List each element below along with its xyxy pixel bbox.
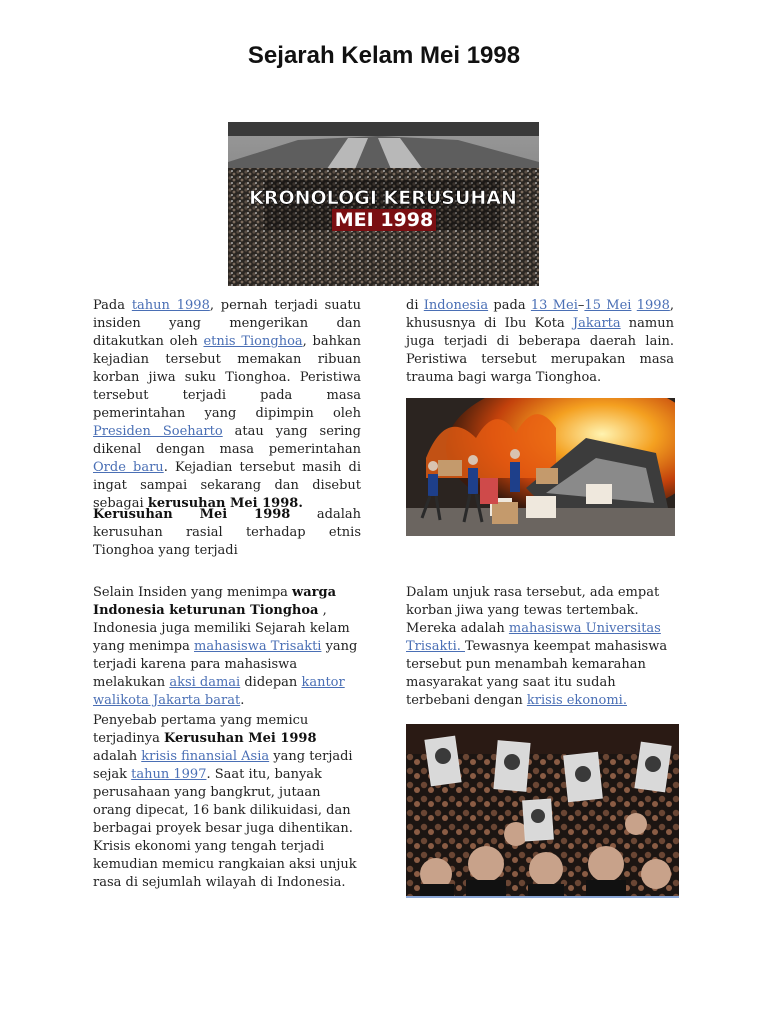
link-krisis-ekonomi[interactable]: krisis ekonomi. [526, 693, 627, 708]
riot-fire-image [406, 398, 675, 536]
link-orde-baru[interactable]: Orde baru [93, 460, 164, 475]
link-tahun-1997[interactable]: tahun 1997 [131, 767, 207, 782]
banner-line1: KRONOLOGI KERUSUHAN [249, 187, 517, 209]
link-mahasiswa-trisakti[interactable]: mahasiswa Trisakti [194, 639, 322, 654]
protest-illustration [406, 724, 679, 896]
link-tahun-1998[interactable]: tahun 1998 [131, 298, 210, 313]
page-title: Sejarah Kelam Mei 1998 [247, 42, 521, 69]
link-jakarta[interactable]: Jakarta [572, 316, 621, 331]
link-presiden-soeharto[interactable]: Presiden Soeharto [93, 424, 223, 439]
paragraph-definition: Kerusuhan Mei 1998 adalah kerusuhan rasial terhadap etnis Tionghoa yang terjadi [93, 507, 361, 558]
riot-illustration [406, 398, 675, 536]
link-indonesia[interactable]: Indonesia [423, 298, 489, 313]
paragraph-trisakti-intro: Selain Insiden yang menimpa warga Indonesia keturunan Tionghoa , Indonesia juga memiliki Sejarah kelam yang menimpa mahasiswa Trisakti yang terjadi karena para mahasiswa melakukan aksi damai didepan kantor walikota Jakarta barat. [93, 585, 358, 708]
banner-line2: MEI 1998 [334, 209, 434, 231]
link-mahasiswa-universitas-trisakti[interactable]: mahasiswa Universitas Trisakti. [406, 621, 661, 654]
link-etnis-tionghoa[interactable]: etnis Tionghoa [203, 334, 303, 349]
link-1998[interactable]: 1998 [636, 298, 670, 313]
protest-photo-image [406, 724, 679, 896]
paragraph-victims: Dalam unjuk rasa tersebut, ada empat korban jiwa yang tewas tertembak. Mereka adalah mahasiswa Universitas Trisakti. Tewasnya keempat mahasiswa tersebut pun menambah kemarahan masyarakat yang saat itu sudah terbebani dengan krisis ekonomi. [406, 585, 668, 708]
crowd-illustration [228, 122, 539, 286]
link-15-mei[interactable]: 15 Mei [584, 298, 632, 313]
paragraph-location: di Indonesia pada 13 Mei–15 Mei 1998, khususnya di Ibu Kota Jakarta namun juga terjadi di beberapa daerah lain. Peristiwa tersebut merupakan masa trauma bagi warga Tionghoa. [406, 298, 674, 385]
image-underline [406, 896, 679, 898]
paragraph-intro: Pada tahun 1998, pernah terjadi suatu insiden yang mengerikan dan ditakutkan oleh etnis Tionghoa, bahkan kejadian tersebut memakan ribuan korban jiwa suku Tionghoa. Peristiwa tersebut terjadi pada masa pemerintahan yang dipimpin oleh Presiden Soeharto atau yang sering dikenal dengan masa pemerintahan Orde baru. Kejadian tersebut masih di ingat sampai sekarang dan disebut sebagai kerusuhan Mei 1998. [93, 298, 361, 511]
link-aksi-damai[interactable]: aksi damai [169, 675, 241, 690]
banner-image [228, 122, 539, 286]
link-13-mei[interactable]: 13 Mei [530, 298, 578, 313]
link-krisis-finansial-asia[interactable]: krisis finansial Asia [141, 749, 270, 764]
link-kantor-walikota[interactable]: kantor walikota Jakarta barat [93, 675, 345, 708]
paragraph-cause: Penyebab pertama yang memicu terjadinya Kerusuhan Mei 1998 adalah krisis finansial Asia yang terjadi sejak tahun 1997. Saat itu, banyak perusahaan yang bangkrut, jutaan orang dipecat, 16 bank dilikuidasi, dan berbagai proyek besar juga dihentikan. Krisis ekonomi yang tengah terjadi kemudian memicu rangkaian aksi unjuk rasa di sejumlah wilayah di Indonesia. [93, 713, 357, 890]
